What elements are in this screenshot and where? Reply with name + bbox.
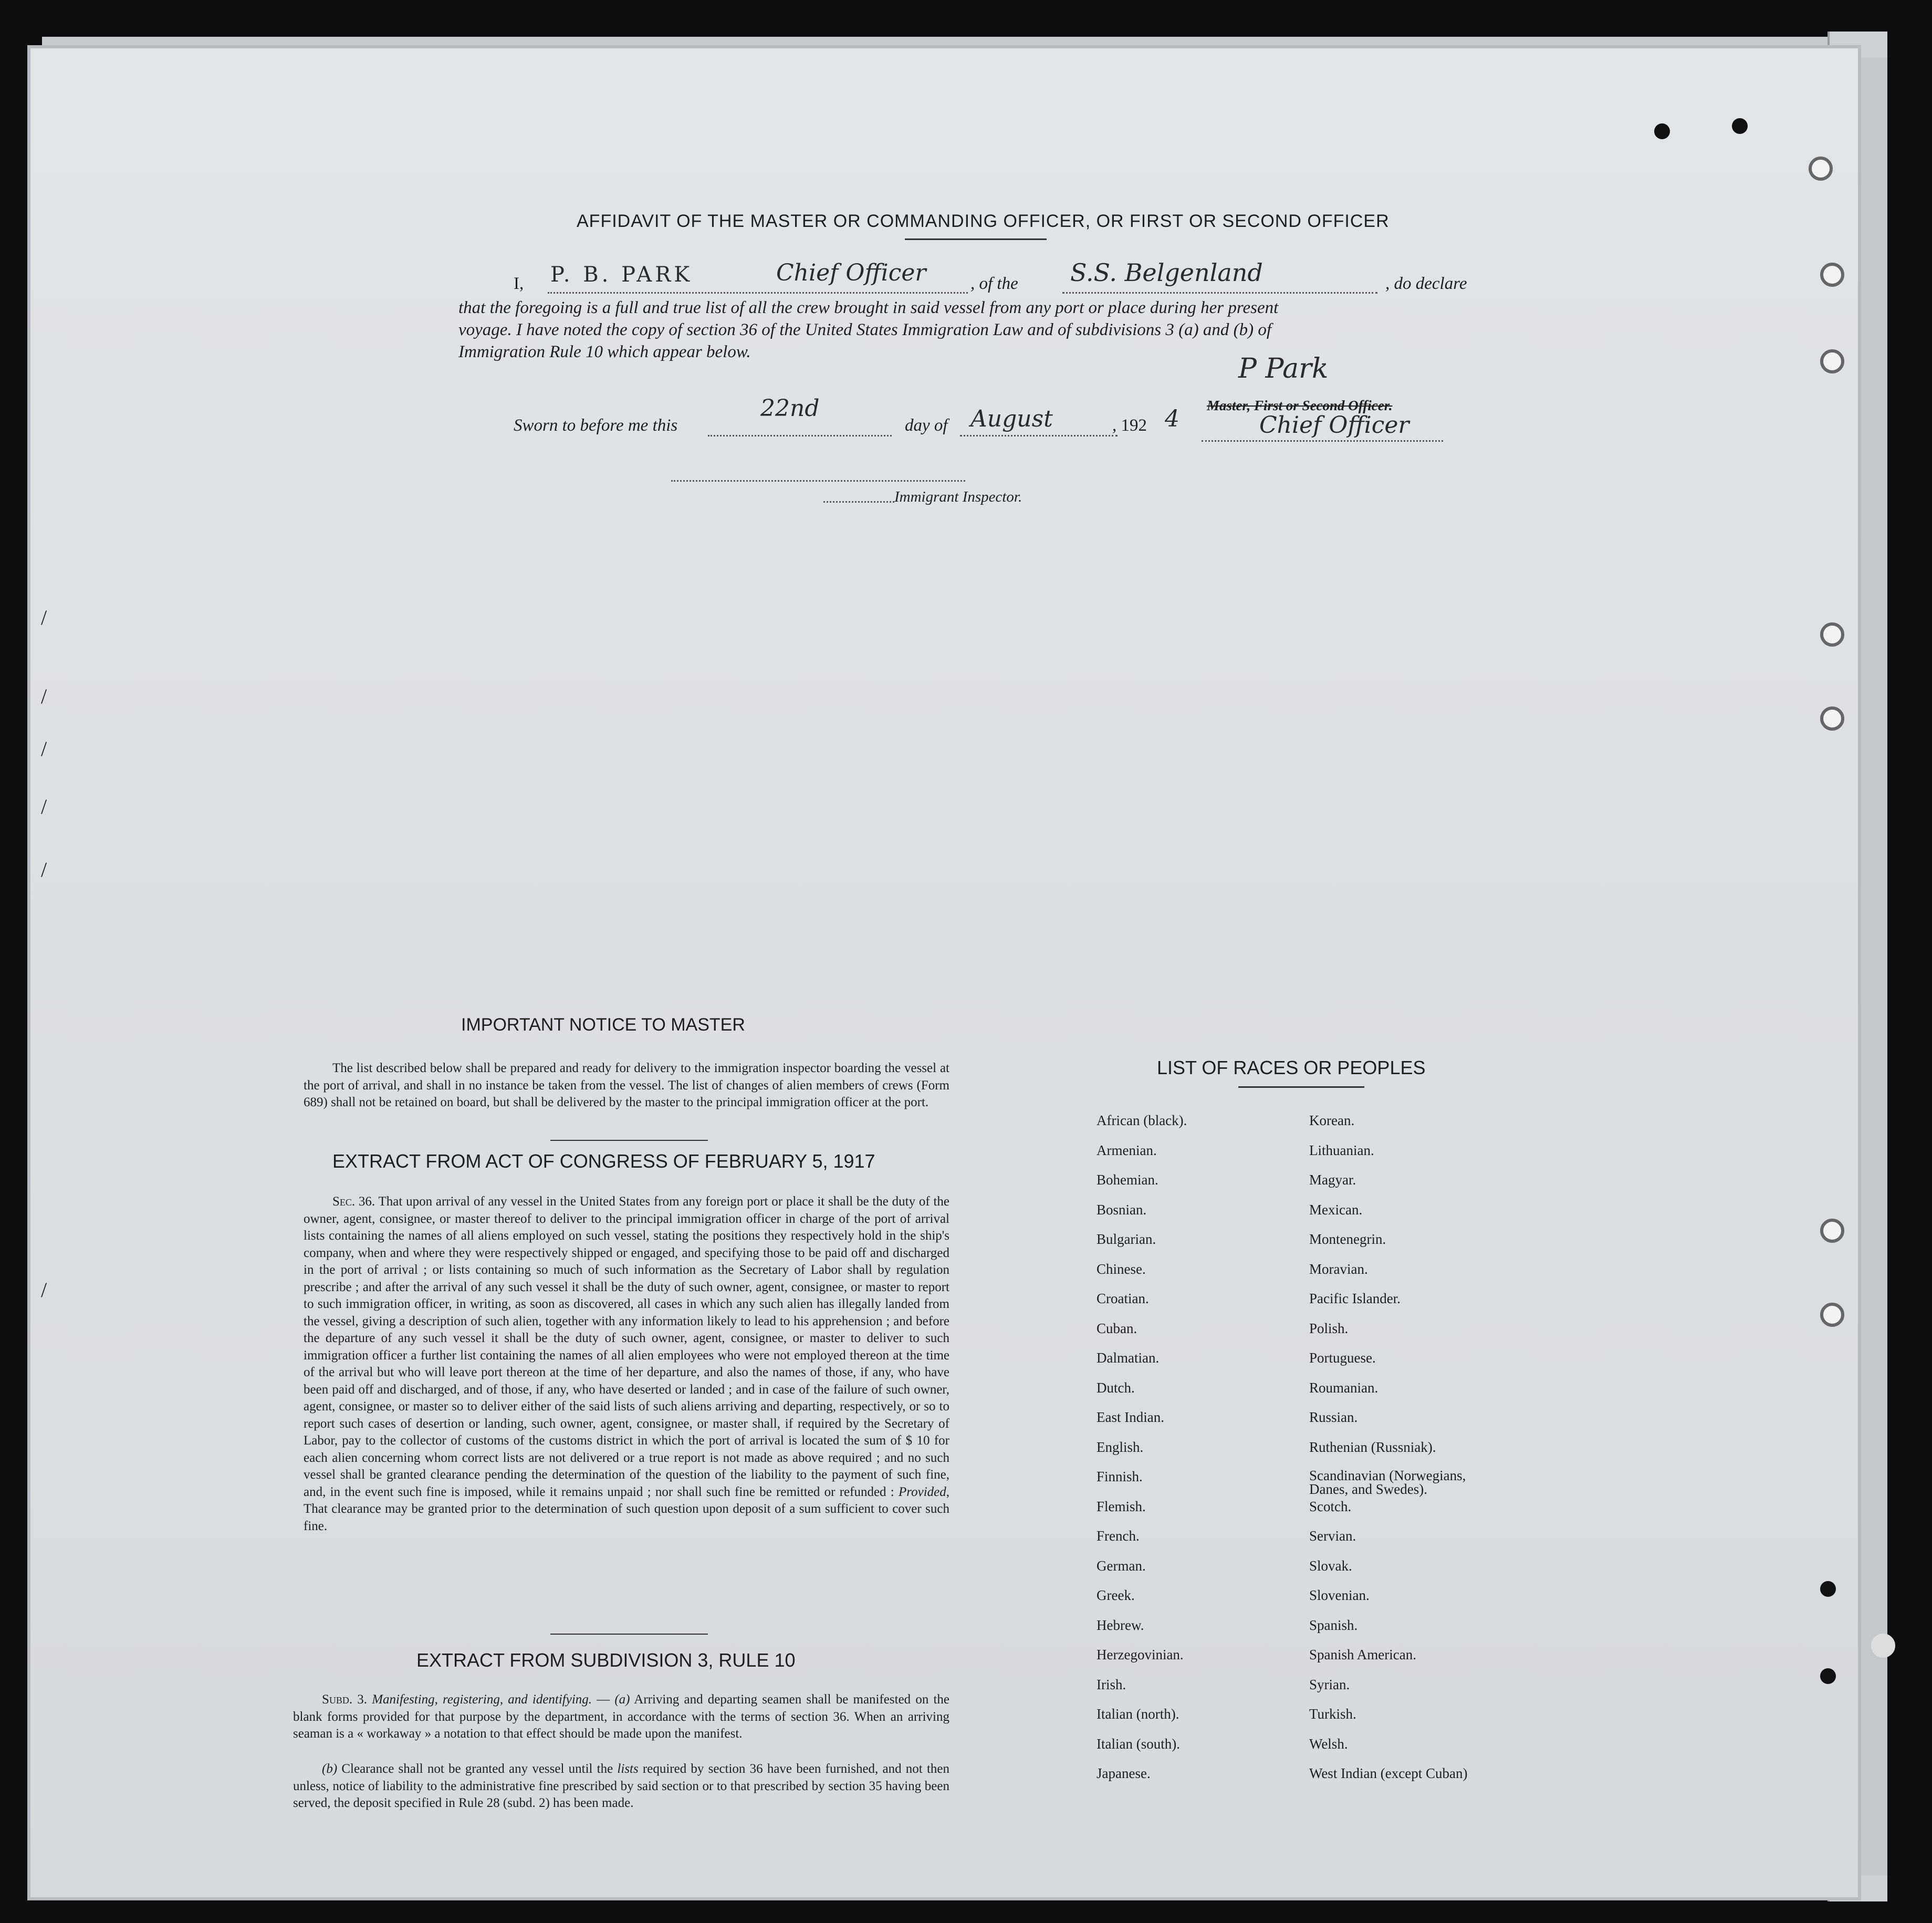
ship-name: S.S. Belgenland <box>1070 258 1263 287</box>
title-underline <box>905 238 1047 240</box>
race-item: Ruthenian (Russniak). <box>1309 1439 1436 1455</box>
margin-mark: / <box>41 606 47 629</box>
extract1-text <box>304 1193 949 1535</box>
clause-b-text-2: required by section 36 have been furnished, and not then unless, notice of liability to the administrative fine prescribed by said section or to that prescribed by section 35 having been served, the deposit specified in Rule 28 (subd. 2) has been made. <box>293 1762 949 1810</box>
day-of-label: day of <box>905 416 948 435</box>
race-item: African (black). <box>1096 1113 1187 1128</box>
races-right-column <box>1309 1113 1530 1795</box>
race-item: Bulgarian. <box>1096 1231 1156 1247</box>
race-item: Slovenian. <box>1309 1587 1370 1603</box>
margin-mark: / <box>41 858 47 881</box>
race-item: Hebrew. <box>1096 1617 1144 1633</box>
ink-dot <box>1732 118 1748 134</box>
ink-dot <box>1820 1581 1836 1597</box>
race-item: Turkish. <box>1309 1706 1356 1722</box>
races-underline <box>1238 1086 1364 1088</box>
race-item: Italian (north). <box>1096 1706 1179 1722</box>
inspector-label: Immigrant Inspector. <box>894 488 1022 505</box>
race-item: Portuguese. <box>1309 1350 1376 1366</box>
extract2-title: EXTRACT FROM SUBDIVISION 3, RULE 10 <box>416 1649 796 1671</box>
subdivision-3-b <box>293 1761 949 1812</box>
race-item: Flemish. <box>1096 1498 1146 1514</box>
inspector-prefix-line <box>823 500 894 503</box>
sworn-label: Sworn to before me this <box>514 416 678 435</box>
margin-mark: / <box>41 1278 47 1302</box>
margin-mark: / <box>41 795 47 818</box>
clause-b-text-1: Clearance shall not be granted any vessel until the <box>341 1762 613 1776</box>
race-item: Syrian. <box>1309 1676 1350 1692</box>
race-item: Dutch. <box>1096 1379 1135 1396</box>
ship-line <box>1062 291 1377 294</box>
affidavit-line-2: that the foregoing is a full and true list of all the crew brought in said vessel from any port or place during her present <box>458 298 1279 317</box>
race-item: Dalmatian. <box>1096 1350 1160 1366</box>
ink-dot <box>1820 1668 1836 1684</box>
affidavit-line-3: voyage. I have noted the copy of section 36 of the United States Immigration Law and of subdivisions 3 (a) and (b) of <box>458 320 1272 339</box>
race-item: Japanese. <box>1096 1765 1151 1781</box>
notice-title: IMPORTANT NOTICE TO MASTER <box>461 1015 745 1035</box>
race-item: Scandinavian (Norwegians, Danes, and Swedes). <box>1309 1468 1466 1497</box>
race-item: Servian. <box>1309 1528 1356 1544</box>
inspector-signature-line <box>671 479 965 482</box>
races-left-column <box>1096 1113 1187 1795</box>
race-item: English. <box>1096 1439 1144 1455</box>
race-item: Magyar. <box>1309 1172 1356 1188</box>
affidavit-line-4: Immigration Rule 10 which appear below. <box>458 342 751 361</box>
affidavit-title: AFFIDAVIT OF THE MASTER OR COMMANDING OFFICER, OR FIRST OR SECOND OFFICER <box>577 211 1390 231</box>
race-item: Spanish American. <box>1309 1647 1416 1662</box>
officer-signature: P Park <box>1238 353 1329 384</box>
race-item: Bosnian. <box>1096 1201 1147 1218</box>
binder-hole <box>1820 263 1844 287</box>
race-item: French. <box>1096 1528 1140 1544</box>
race-item: Slovak. <box>1309 1557 1352 1574</box>
race-item: Moravian. <box>1309 1261 1368 1277</box>
lists-term: lists <box>617 1762 639 1776</box>
ink-dot <box>1654 123 1670 139</box>
printed-officer-title: Master, First or Second Officer. <box>1207 398 1393 413</box>
race-item: Cuban. <box>1096 1320 1137 1336</box>
binder-hole <box>1820 622 1844 647</box>
race-item: Montenegrin. <box>1309 1231 1386 1247</box>
sworn-month: August <box>970 406 1053 432</box>
year-suffix: 4 <box>1165 406 1179 432</box>
binder-hole <box>1820 349 1844 373</box>
officer-name: P. B. PARK <box>550 263 693 287</box>
race-item: East Indian. <box>1096 1409 1164 1425</box>
month-line <box>960 434 1118 436</box>
section-36-end: That clearance may be granted prior to the determination of such question upon deposit of a sum sufficient to cover such fine. <box>304 1502 949 1533</box>
race-item: German. <box>1096 1557 1146 1574</box>
binder-hole <box>1809 157 1833 181</box>
race-item: Armenian. <box>1096 1142 1157 1158</box>
affidavit-prefix: I, <box>514 274 524 293</box>
race-item: West Indian (except Cuban) <box>1309 1765 1468 1781</box>
document-page <box>30 48 1858 1897</box>
section-label: Sec. 36. <box>332 1194 375 1209</box>
officer-title-handwritten: Chief Officer <box>1259 412 1409 439</box>
clause-a-text: Arriving and departing seamen shall be manifested on the blank forms provided for that purpose by the department, in accordance with the terms of section 36. When an arriving seaman is a « workaway » a notation to that effect should be made upon the manifest. <box>293 1692 950 1741</box>
notice-divider <box>550 1140 708 1141</box>
race-item: Scotch. <box>1309 1498 1352 1514</box>
race-item: Russian. <box>1309 1409 1358 1425</box>
name-line <box>548 291 968 294</box>
margin-mark: / <box>41 684 47 708</box>
race-item: Finnish. <box>1096 1469 1143 1484</box>
race-item: Roumanian. <box>1309 1379 1378 1396</box>
race-item: Italian (south). <box>1096 1735 1180 1752</box>
race-item: Lithuanian. <box>1309 1142 1374 1158</box>
officer-title-line <box>1202 439 1443 442</box>
notice-text: The list described below shall be prepared and ready for delivery to the immigration inspector boarding the vessel at the port of arrival, and shall in no instance be taken from the vessel. The list of changes of alien members of crews (Form 689) shall not be retained on board, but shall be delivered by the master to the principal immigration officer at the port. <box>304 1061 949 1109</box>
margin-mark: / <box>41 737 47 761</box>
binder-hole <box>1820 706 1844 731</box>
sworn-day: 22nd <box>760 395 820 422</box>
race-item: Spanish. <box>1309 1617 1358 1633</box>
race-item: Bohemian. <box>1096 1172 1158 1188</box>
race-item: Korean. <box>1309 1113 1355 1128</box>
race-item: Pacific Islander. <box>1309 1291 1401 1306</box>
race-item: Irish. <box>1096 1676 1126 1692</box>
binder-hole <box>1820 1303 1844 1327</box>
race-item: Herzegovinian. <box>1096 1647 1184 1662</box>
stacked-page-edge <box>1854 58 1887 1875</box>
subd-label: Subd. 3. <box>322 1692 368 1707</box>
clause-a-label: (a) <box>614 1692 630 1707</box>
race-item: Greek. <box>1096 1587 1135 1603</box>
of-the-label: , of the <box>970 274 1018 293</box>
binder-hole <box>1820 1219 1844 1243</box>
race-item: Polish. <box>1309 1320 1349 1336</box>
binder-hole <box>1871 1634 1895 1658</box>
extract-divider <box>550 1634 708 1635</box>
year-prefix: , 192 <box>1112 416 1147 435</box>
officer-rank: Chief Officer <box>776 259 926 286</box>
extract1-title: EXTRACT FROM ACT OF CONGRESS OF FEBRUARY 5, 1917 <box>332 1150 875 1172</box>
races-title: LIST OF RACES OR PEOPLES <box>1157 1057 1426 1078</box>
subdivision-3-a: Subd. 3. Manifesting, registering, and identifying. — (a) Arriving and departing seamen shall be manifested on the blank forms provided for that purpose by the department, in accordance with the terms of section 36. When an arriving seaman is a « workaway » a notation to that effect should be made upon the manifest. <box>293 1692 950 1741</box>
sworn-day-line <box>708 434 892 436</box>
section-36-body: That upon arrival of any vessel in the United States from any foreign port or place it shall be the duty of the owner, agent, consignee, or master thereof to deliver to the principal immigration officer in charge of the port of arrival lists containing the names of all aliens employed on such vessel, stating the positions they respectively hold in the ship's company, when and where they were respectively shipped or engaged, and specifying those to be paid off and discharged in the port of arrival ; or lists containing so much of such information as the Secretary of Labor shall by regulation prescribe ; and after the arrival of any such vessel it shall be the duty of such owner, agent, consignee, or master to report to such immigration officer, in writing, as soon as discovered, all cases in which any such alien has illegally landed from the vessel, giving a description of such alien, together with any information likely to lead to his apprehension ; and before the departure of any such vessel it shall be the duty of such owner, agent, consignee, or master to deliver to such immigration officer a further list containing the names of all alien employees who were not employed thereon at the time of the arrival but who will leave port thereon at the time of her departure, and also the names of those, if any, who have been paid off and discharged, and of those, if any, who have deserted or landed ; and in case of the failure of such owner, agent, consignee, or master so to deliver either of the said lists of such aliens arriving and departing, respectively, or so to report such cases of desertion or landing, such owner, agent, consignee, or master shall, if required by the Secretary of Labor, pay to the collector of customs of the customs district in which the port of arrival is located the sum of $ 10 for each alien concerning whom correct lists are not delivered or a true report is not made as above required ; and no such vessel shall be granted clearance pending the determination of the question of the liability to the payment of such fine, and, in the event such fine is imposed, while it remains unpaid ; nor shall such fine be remitted or refunded : <box>304 1194 950 1499</box>
race-item: Welsh. <box>1309 1735 1348 1752</box>
clause-b-label: (b) <box>322 1762 338 1776</box>
do-declare-label: , do declare <box>1385 274 1467 293</box>
provided-term: Provided, <box>899 1484 949 1499</box>
race-item: Chinese. <box>1096 1261 1146 1277</box>
race-item: Croatian. <box>1096 1291 1149 1306</box>
subd-heading: Manifesting, registering, and identifying. <box>372 1692 592 1707</box>
race-item: Mexican. <box>1309 1201 1363 1218</box>
